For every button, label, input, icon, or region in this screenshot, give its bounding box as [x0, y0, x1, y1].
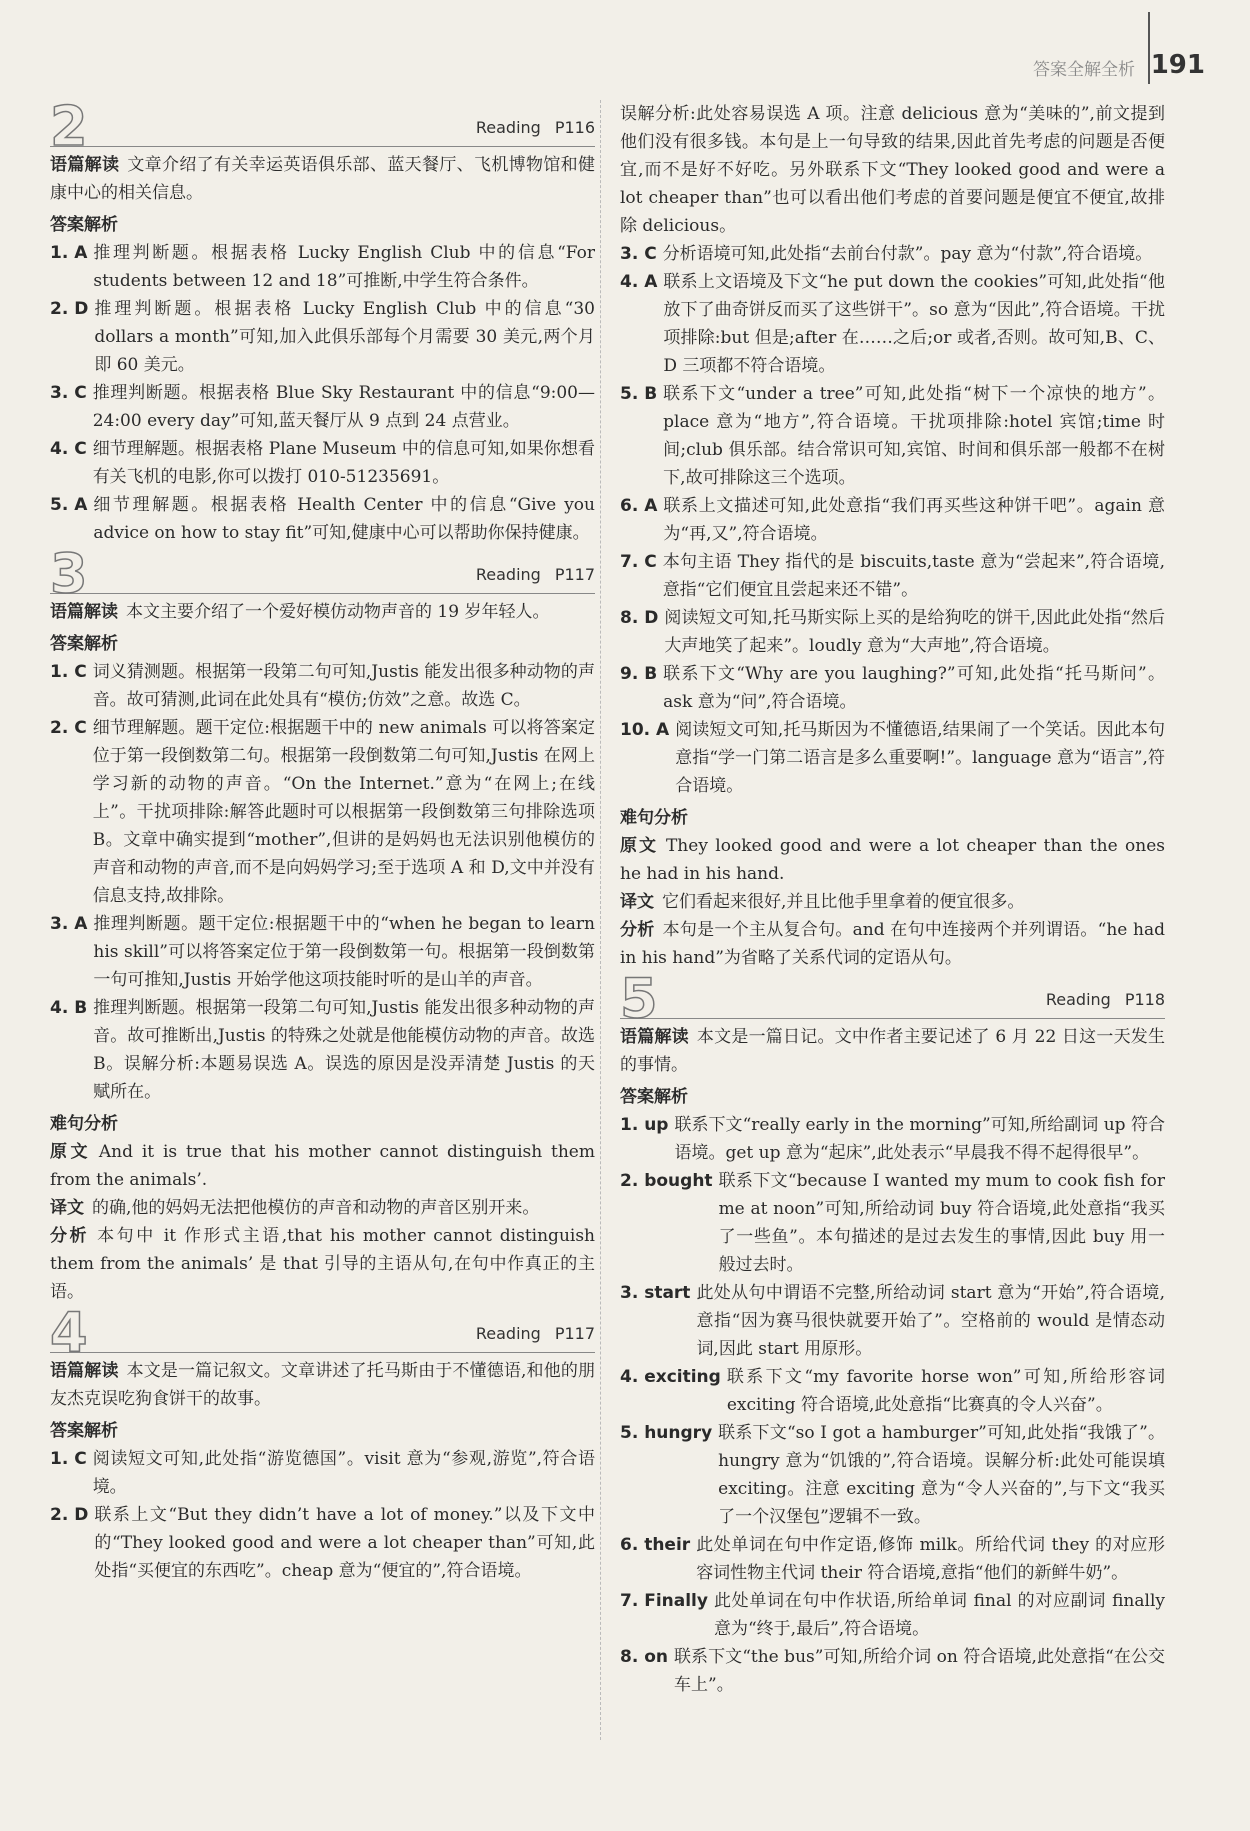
reading-page: P117 [554, 565, 595, 584]
answer-item [620, 660, 1165, 716]
overview-lead: 语篇解读 [50, 602, 118, 622]
reading-page: P118 [1124, 990, 1165, 1009]
answer-num: 4. exciting [620, 1367, 721, 1387]
answer-num: 8. D [620, 608, 659, 628]
answer-text: 联系下文“Why are you laughing?”可知,此处指“托马斯问”。ask 意为“问”,符合语境。 [663, 664, 1165, 712]
overview [50, 151, 595, 207]
translation [50, 1194, 595, 1222]
reading-page: P117 [554, 1324, 595, 1343]
section-2-header [50, 95, 595, 158]
left-column [50, 95, 596, 1585]
answer-item [620, 240, 1165, 268]
answer-item [50, 910, 595, 994]
section-number: 3 [50, 542, 88, 605]
answer-text: 联系下文“under a tree”可知,此处指“树下一个凉快的地方”。place 意为“地方”,符合语境。干扰项排除:hotel 宾馆;time 时间;club 俱乐部。结合常识可知,宾馆、时间和俱乐部一般都不在树下,故可排除这三个选项。 [663, 384, 1165, 488]
reading-page: P116 [554, 118, 595, 137]
answer-num: 1. C [50, 1449, 87, 1469]
answer-item [620, 1643, 1165, 1699]
answer-text: 推理判断题。根据第一段第二句可知,Justis 能发出很多种动物的声音。故可推断出,Justis 的特殊之处就是他能模仿动物的声音。故选 B。误解分析:本题易误选 A。误选的原因是没弄清楚 Justis 的天赋所在。 [93, 998, 595, 1102]
answer-text: 联系下文“because I wanted my mum to cook fish for me at noon”可知,所给动词 buy 符合语境,此处意指“我买了一些鱼”。本句描述的是过去发生的事情,因此 buy 用一般过去时。 [718, 1171, 1165, 1275]
answer-item [620, 1587, 1165, 1643]
answer-text: 本句主语 They 指代的是 biscuits,taste 意为“尝起来”,符合语境,意指“它们便宜且尝起来还不错”。 [662, 552, 1165, 600]
overview-text: 文章介绍了有关幸运英语俱乐部、蓝天餐厅、飞机博物馆和健康中心的相关信息。 [50, 155, 596, 203]
answer-text: 此处单词在句中作定语,修饰 milk。所给代词 they 的对应形容词性物主代词 their 符合语境,意指“他们的新鲜牛奶”。 [696, 1535, 1165, 1583]
page-header [0, 0, 1250, 90]
answer-num: 6. their [620, 1535, 691, 1555]
answer-text: 此处从句中谓语不完整,所给动词 start 意为“开始”,符合语境,意指“因为赛马很快就要开始了”。空格前的 would 是情态动词,因此 start 用原形。 [696, 1283, 1165, 1359]
answer-num: 7. C [620, 552, 657, 572]
answer-num: 1. C [50, 662, 87, 682]
answer-num: 4. C [50, 439, 87, 459]
answer-item [50, 435, 595, 491]
overview [620, 1023, 1165, 1079]
answer-item [620, 492, 1165, 548]
answer-item [50, 295, 595, 379]
translation-text: 的确,他的妈妈无法把他模仿的声音和动物的声音区别开来。 [92, 1198, 540, 1218]
answer-item [620, 1363, 1165, 1419]
analysis-text: 本句中 it 作形式主语,that his mother cannot distinguish them from the animals’ 是 that 引导的主语从句,在句中作真正的主语。 [50, 1226, 596, 1302]
section-3-header [50, 542, 595, 605]
right-column [620, 100, 1165, 1699]
overview [50, 598, 595, 626]
answer-num: 5. A [50, 495, 88, 515]
answers-heading: 答案解析 [50, 634, 118, 654]
section-number: 5 [620, 967, 658, 1030]
answer-item [620, 604, 1165, 660]
overview-text: 本文是一篇记叙文。文章讲述了托马斯由于不懂德语,和他的朋友杰克误吃狗食饼干的故事。 [50, 1361, 595, 1409]
answer-num: 3. C [620, 244, 657, 264]
misunderstanding-note: 误解分析:此处容易误选 A 项。注意 delicious 意为“美味的”,前文提到他们没有很多钱。本句是上一句导致的结果,因此首先考虑的问题是否便宜,而不是好不好吃。另外联系下文“They looked good and were a lot cheaper than”也可以看出他们考虑的首要问题是便宜不便宜,故排除 delicious。 [620, 104, 1165, 236]
answer-text: 推理判断题。题干定位:根据题干中的“when he began to learn his skill”可以将答案定位于第一段倒数第一句。根据第一段倒数第一句可推知,Justis 开始学他这项技能时听的是山羊的声音。 [93, 914, 595, 990]
original-text: They looked good and were a lot cheaper than the ones he had in his hand. [620, 836, 1165, 884]
answer-num: 5. B [620, 384, 658, 404]
answer-item [50, 379, 595, 435]
answer-num: 1. A [50, 243, 88, 263]
answer-item [50, 714, 595, 910]
answer-text: 推理判断题。根据表格 Lucky English Club 中的信息“For students between 12 and 18”可推断,中学生符合条件。 [93, 243, 595, 291]
answer-num: 5. hungry [620, 1423, 713, 1443]
answer-text: 推理判断题。根据表格 Blue Sky Restaurant 中的信息“9:00—24:00 every day”可知,蓝天餐厅从 9 点到 24 点营业。 [92, 383, 595, 431]
hard-sentence-heading: 难句分析 [620, 808, 688, 828]
column-divider [600, 100, 601, 1740]
answer-num: 1. up [620, 1115, 669, 1135]
answer-item [620, 380, 1165, 492]
answer-item [50, 239, 595, 295]
header-divider [1148, 12, 1150, 84]
answer-item [620, 1419, 1165, 1531]
answer-item [50, 658, 595, 714]
answer-text: 联系上文“But they didn’t have a lot of money.”以及下文中的“They looked good and were a lot cheaper than”可知,此处指“买便宜的东西吃”。cheap 意为“便宜的”,符合语境。 [94, 1505, 595, 1581]
analysis [620, 916, 1165, 972]
answer-num: 8. on [620, 1647, 668, 1667]
answer-text: 联系上文语境及下文“he put down the cookies”可知,此处指“他放下了曲奇饼反而买了这些饼干”。so 意为“因此”,符合语境。干扰项排除:but 但是;after 在……之后;or 或者,否则。故可知,B、C、D 三项都不符合语境。 [663, 272, 1165, 376]
answer-text: 此处单词在句中作状语,所给单词 final 的对应副词 finally 意为“终于,最后”,符合语境。 [713, 1591, 1165, 1639]
translation-text: 它们看起来很好,并且比他手里拿着的便宜很多。 [662, 892, 1025, 912]
original-sentence [620, 832, 1165, 888]
section-tag [1032, 986, 1165, 1014]
answer-item [620, 1167, 1165, 1279]
answer-num: 3. start [620, 1283, 691, 1303]
answer-text: 细节理解题。题干定位:根据题干中的 new animals 可以将答案定位于第一段倒数第二句。根据第一段倒数第二句可知,Justis 在网上学习新的动物的声音。“On the Internet.”意为“在网上;在线上”。干扰项排除:解答此题时可以根据第一段倒数第三句排除选项 B。文章中确实提到“mother”,但讲的是妈妈也无法识别他模仿的声音和动物的声音,而不是向妈妈学习;至于选项 A 和 D,文中并没有信息支持,故排除。 [92, 718, 595, 906]
translation-lead: 译文 [50, 1198, 84, 1218]
overview-lead: 语篇解读 [50, 155, 120, 175]
answer-text: 推理判断题。根据表格 Lucky English Club 中的信息“30 dollars a month”可知,加入此俱乐部每个月需要 30 美元,两个月即 60 美元。 [94, 299, 595, 375]
answer-item [620, 1279, 1165, 1363]
answer-num: 2. C [50, 718, 87, 738]
answer-item [50, 1501, 595, 1585]
answer-item [620, 268, 1165, 380]
answers-heading: 答案解析 [620, 1087, 688, 1107]
overview-lead: 语篇解读 [50, 1361, 119, 1381]
translation [620, 888, 1165, 916]
answers-heading: 答案解析 [50, 215, 118, 235]
analysis [50, 1222, 595, 1306]
translation-lead: 译文 [620, 892, 654, 912]
answer-num: 4. B [50, 998, 88, 1018]
answer-num: 2. D [50, 299, 89, 319]
answer-text: 联系下文“the bus”可知,所给介词 on 符合语境,此处意指“在公交车上”。 [674, 1647, 1165, 1695]
section-4-header [50, 1301, 595, 1364]
overview-lead: 语篇解读 [620, 1027, 689, 1047]
answer-item [50, 1445, 595, 1501]
reading-label: Reading [475, 118, 541, 137]
original-text: And it is true that his mother cannot distinguish them from the animals’. [50, 1142, 595, 1190]
section-5-header [620, 967, 1165, 1030]
answer-item [620, 716, 1165, 800]
answer-item [50, 994, 595, 1106]
reading-label: Reading [475, 1324, 541, 1343]
answer-item [620, 1531, 1165, 1587]
page-number: 191 [1150, 50, 1205, 80]
section-number: 2 [50, 95, 88, 158]
answer-num: 3. C [50, 383, 87, 403]
reading-label: Reading [475, 565, 541, 584]
reading-label: Reading [1045, 990, 1111, 1009]
answer-text: 细节理解题。根据表格 Plane Museum 中的信息可知,如果你想看有关飞机的电影,你可以拨打 010-51235691。 [92, 439, 595, 487]
section-number: 4 [50, 1301, 88, 1364]
section-tag [462, 114, 595, 142]
answer-item [620, 1111, 1165, 1167]
answers-heading: 答案解析 [50, 1421, 118, 1441]
answer-text: 阅读短文可知,此处指“游览德国”。visit 意为“参观,游览”,符合语境。 [92, 1449, 595, 1497]
hard-sentence-heading: 难句分析 [50, 1114, 118, 1134]
header-label: 答案全解全析 [1033, 60, 1135, 80]
original-sentence [50, 1138, 595, 1194]
analysis-lead: 分析 [50, 1226, 90, 1246]
original-lead: 原文 [620, 836, 658, 856]
answer-num: 7. Finally [620, 1591, 708, 1611]
answer-num: 10. A [620, 720, 670, 740]
section-tag [462, 1320, 595, 1348]
answer-text: 分析语境可知,此处指“去前台付款”。pay 意为“付款”,符合语境。 [662, 244, 1153, 264]
answer-num: 9. B [620, 664, 658, 684]
answer-item [620, 548, 1165, 604]
answer-text: 细节理解题。根据表格 Health Center 中的信息“Give you advice on how to stay fit”可知,健康中心可以帮助你保持健康。 [93, 495, 595, 543]
answer-text: 词义猜测题。根据第一段第二句可知,Justis 能发出很多种动物的声音。故可猜测,此词在此处具有“模仿;仿效”之意。故选 C。 [92, 662, 595, 710]
overview [50, 1357, 595, 1413]
answer-num: 6. A [620, 496, 658, 516]
original-lead: 原文 [50, 1142, 91, 1162]
answer-text: 阅读短文可知,托马斯实际上买的是给狗吃的饼干,因此此处指“然后大声地笑了起来”。loudly 意为“大声地”,符合语境。 [664, 608, 1165, 656]
answer-item [50, 491, 595, 547]
answer-num: 3. A [50, 914, 88, 934]
answer-text: 联系下文“so I got a hamburger”可知,此处指“我饿了”。hungry 意为“饥饿的”,符合语境。误解分析:此处可能误填 exciting。注意 exciting 意为“令人兴奋的”,与下文“我买了一个汉堡包”逻辑不一致。 [718, 1423, 1165, 1527]
answer-text: 联系下文“my favorite horse won”可知,所给形容词 exciting 符合语境,此处意指“比赛真的令人兴奋”。 [726, 1367, 1165, 1415]
answer-text: 联系上文描述可知,此处意指“我们再买些这种饼干吧”。again 意为“再,又”,符合语境。 [663, 496, 1165, 544]
answer-text: 阅读短文可知,托马斯因为不懂德语,结果闹了一个笑话。因此本句意指“学一门第二语言是多么重要啊!”。language 意为“语言”,符合语境。 [675, 720, 1165, 796]
analysis-lead: 分析 [620, 920, 655, 940]
answer-num: 2. D [50, 1505, 89, 1525]
answer-num: 2. bought [620, 1171, 713, 1191]
answer-text: 联系下文“really early in the morning”可知,所给副词 up 符合语境。get up 意为“起床”,此处表示“早晨我不得不起得很早”。 [674, 1115, 1165, 1163]
answer-num: 4. A [620, 272, 658, 292]
overview-text: 本文主要介绍了一个爱好模仿动物声音的 19 岁年轻人。 [126, 602, 550, 622]
section-tag [462, 561, 595, 589]
analysis-text: 本句是一个主从复合句。and 在句中连接两个并列谓语。“he had in his hand”为省略了关系代词的定语从句。 [620, 920, 1165, 968]
overview-text: 本文是一篇日记。文中作者主要记述了 6 月 22 日这一天发生的事情。 [620, 1027, 1166, 1075]
